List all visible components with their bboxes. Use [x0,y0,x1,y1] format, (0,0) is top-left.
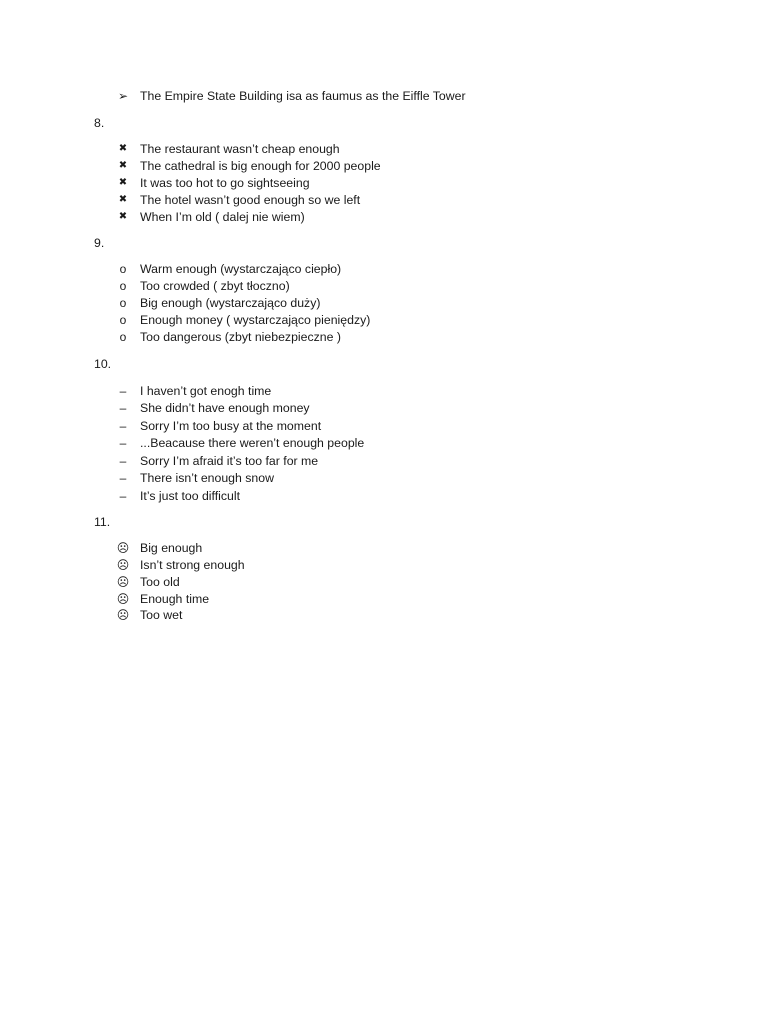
section-number: 11. [94,515,111,529]
cross-bullet-icon: ✖ [118,160,128,171]
circle-bullet-icon: o [119,330,127,344]
list-item: The restaurant wasn’t cheap enough [140,142,340,156]
dash-bullet-icon: – [119,401,127,415]
dash-bullet-icon: – [119,419,127,433]
list-item: Big enough (wystarczająco duży) [140,296,321,310]
circle-bullet-icon: o [119,313,127,327]
cross-bullet-icon: ✖ [118,211,128,222]
circle-bullet-icon: o [119,279,127,293]
dash-bullet-icon: – [119,489,127,503]
sad-face-bullet-icon: ☹ [116,558,130,572]
list-item: The cathedral is big enough for 2000 people [140,159,381,173]
cross-bullet-icon: ✖ [118,177,128,188]
list-item: Sorry I’m afraid it’s too far for me [140,454,319,468]
list-item: There isn’t enough snow [140,471,274,485]
list-item: When I’m old ( dalej nie wiem) [140,210,305,224]
sad-face-bullet-icon: ☹ [116,608,130,622]
list-item: Enough money ( wystarczająco pieniędzy) [140,313,371,327]
list-item: Too old [140,575,180,589]
sad-face-bullet-icon: ☹ [116,541,130,555]
list-item: I haven’t got enogh time [140,384,272,398]
list-item: The Empire State Building isa as faumus as the Eiffle Tower [140,89,466,103]
list-item: Too crowded ( zbyt tłoczno) [140,279,290,293]
list-item: Big enough [140,541,203,555]
section-number: 8. [94,116,105,130]
dash-bullet-icon: – [119,384,127,398]
dash-bullet-icon: – [119,436,127,450]
sad-face-bullet-icon: ☹ [116,575,130,589]
dash-bullet-icon: – [119,471,127,485]
list-item: Sorry I’m too busy at the moment [140,419,322,433]
section-number: 10. [94,357,112,371]
list-item: Warm enough (wystarczająco ciepło) [140,262,342,276]
list-item: ...Beacause there weren’t enough people [140,436,365,450]
dash-bullet-icon: – [119,454,127,468]
list-item: The hotel wasn’t good enough so we left [140,193,361,207]
list-item: Enough time [140,592,210,606]
list-item: It was too hot to go sightseeing [140,176,310,190]
cross-bullet-icon: ✖ [118,194,128,205]
list-item: Isn’t strong enough [140,558,245,572]
sad-face-bullet-icon: ☹ [116,592,130,606]
circle-bullet-icon: o [119,296,127,310]
section-number: 9. [94,236,105,250]
list-item: Too dangerous (zbyt niebezpieczne ) [140,330,341,344]
list-item: It’s just too difficult [140,489,241,503]
circle-bullet-icon: o [119,262,127,276]
list-item: Too wet [140,608,183,622]
list-item: She didn’t have enough money [140,401,310,415]
cross-bullet-icon: ✖ [118,143,128,154]
arrow-bullet-icon: ➢ [117,89,129,103]
